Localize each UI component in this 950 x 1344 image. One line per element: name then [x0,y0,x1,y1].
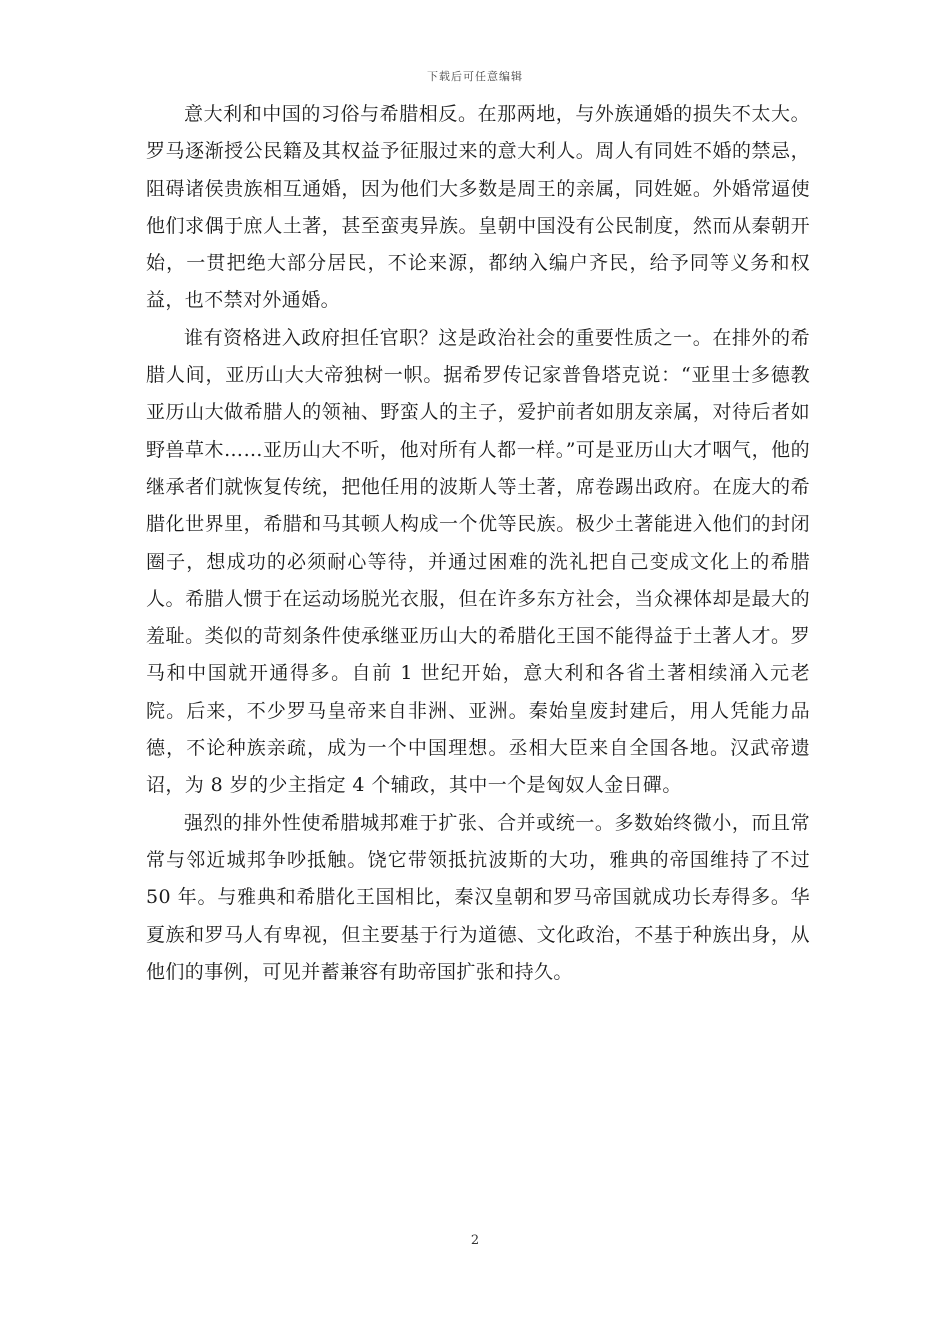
paragraph-2: 谁有资格进入政府担任官职？这是政治社会的重要性质之一。在排外的希腊人间，亚历山大大帝独树一帜。据希罗传记家普鲁塔克说：“亚里士多德教亚历山大做希腊人的领袖、野蛮人的主子，爱护前者如朋友亲属，对待后者如野兽草木……亚历山大不听，他对所有人都一样。”可是亚历山大才咽气，他的继承者们就恢复传统，把他任用的波斯人等土著，席卷踢出政府。在庞大的希腊化世界里，希腊和马其顿人构成一个优等民族。极少土著能进入他们的封闭圈子，想成功的必须耐心等待，并通过困难的洗礼把自己变成文化上的希腊人。希腊人惯于在运动场脱光衣服，但在许多东方社会，当众裸体却是最大的羞耻。类似的苛刻条件使承继亚历山大的希腊化王国不能得益于土著人才。罗马和中国就开通得多。自前 1 世纪开始，意大利和各省土著相续涌入元老院。后来，不少罗马皇帝来自非洲、亚洲。秦始皇废封建后，用人凭能力品德，不论种族亲疏，成为一个中国理想。丞相大臣来自全国各地。汉武帝遗诏，为 8 岁的少主指定 4 个辅政，其中一个是匈奴人金日磾。 [146,326,810,797]
paragraph-3: 强烈的排外性使希腊城邦难于扩张、合并或统一。多数始终微小，而且常常与邻近城邦争吵抵触。饶它带领抵抗波斯的大功，雅典的帝国维持了不过 50 年。与雅典和希腊化王国相比，秦汉皇朝和罗马帝国就成功长寿得多。华夏族和罗马人有卑视，但主要基于行为道德、文化政治，不基于种族出身，从他们的事例，可见并蓄兼容有助帝国扩张和持久。 [146,811,810,983]
page-number: 2 [470,1233,480,1248]
paragraph-1: 意大利和中国的习俗与希腊相反。在那两地，与外族通婚的损失不太大。罗马逐渐授公民籍及其权益予征服过来的意大利人。周人有同姓不婚的禁忌，阻碍诸侯贵族相互通婚，因为他们大多数是周王的亲属，同姓姬。外婚常逼使他们求偶于庶人土著，甚至蛮夷异族。皇朝中国没有公民制度，然而从秦朝开始，一贯把绝大部分居民，不论来源，都纳入编户齐民，给予同等义务和权益，也不禁对外通婚。 [146,103,810,312]
document-body [146,96,810,991]
header-note: 下载后可任意编辑 [427,70,523,83]
